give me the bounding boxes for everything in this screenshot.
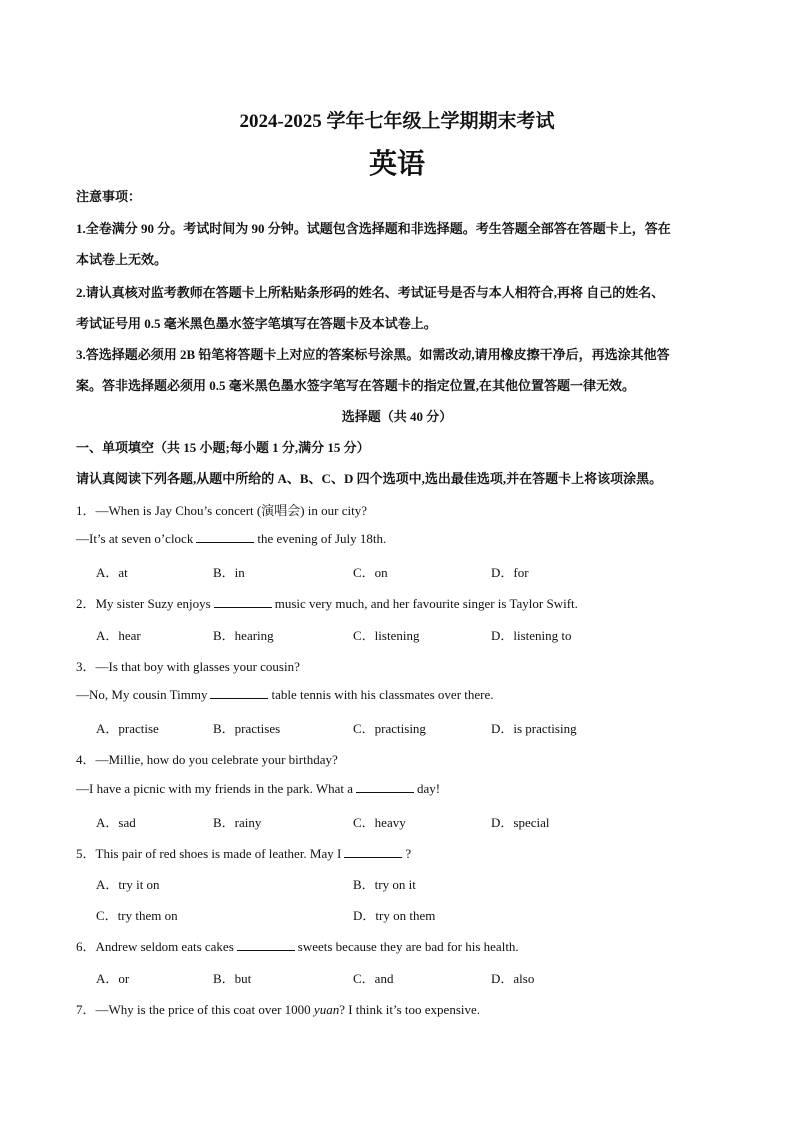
question-1-stem: 1．—When is Jay Chou’s concert (演唱会) in our city? [76,503,367,518]
question-text-italic: yuan [313,1002,340,1017]
option-c: C．practising [353,721,426,736]
option-c: C．try them on [96,908,178,923]
option-b: B．but [213,971,252,986]
question-4-stem: 4．—Millie, how do you celebrate your birthday? [76,752,338,767]
option-b: B．try on it [353,877,416,892]
question-text: —It’s at seven o’clock [76,531,194,546]
option-a: A．practise [96,721,159,736]
answer-blank [210,687,268,699]
question-text: day! [417,781,441,796]
subject-title: 英语 [368,149,425,180]
option-c: C．heavy [353,815,406,830]
answer-blank [356,781,414,793]
question-3-stem: 3．—Is that boy with glasses your cousin? [76,659,300,674]
option-d: D．special [491,815,550,830]
option-c: C．listening [353,628,420,643]
question-4-answer-line [76,781,440,797]
option-d: D．listening to [491,628,572,643]
answer-blank [196,531,254,543]
question-text: 7．—Why is the price of this coat over 1000 [76,1002,311,1017]
option-d: D．for [491,565,529,580]
question-text: ? [405,846,412,861]
answer-blank [344,846,402,858]
exam-title: 2024-2025 学年七年级上学期期末考试 [239,111,555,132]
question-text: music very much, and her favourite singer is Taylor Swift. [274,596,578,611]
part-heading: 一、单项填空（共 15 小题;每小题 1 分,满分 15 分） [76,440,370,455]
notice-line: 考试证号用 0.5 毫米黑色墨水签字笔填写在答题卡及本试卷上。 [76,316,437,331]
question-text: the evening of July 18th. [257,531,387,546]
option-a: A．or [96,971,130,986]
option-a: A．at [96,565,128,580]
question-6-stem [76,936,519,955]
option-a: A．try it on [96,877,160,892]
option-b: B．hearing [213,628,274,643]
option-d: D．is practising [491,721,577,736]
option-c: C．and [353,971,394,986]
option-a: A．sad [96,815,136,830]
notice-line: 案。答非选择题必须用 0.5 毫米黑色墨水签字笔写在答题卡的指定位置,在其他位置答题一律无效。 [76,378,636,393]
question-7-stem [76,999,480,1018]
question-2-stem [76,593,578,612]
question-text: —I have a picnic with my friends in the park. What a [76,781,354,796]
question-5-stem [76,843,411,862]
question-text: sweets because they are bad for his health. [297,939,519,954]
question-3-answer-line [76,687,494,703]
question-text: 2．My sister Suzy enjoys [76,596,211,611]
notice-heading: 注意事项： [76,189,142,204]
question-text: —No, My cousin Timmy [76,687,208,702]
notice-line: 1.全卷满分 90 分。考试时间为 90 分钟。试题包含选择题和非选择题。考生答题全部答在答题卡上，答在 [76,221,671,236]
question-1-answer-line [76,531,386,547]
answer-blank [214,596,272,608]
option-a: A．hear [96,628,141,643]
answer-blank [237,939,295,951]
question-text: ? I think it’s too expensive. [339,1002,481,1017]
section-title: 选择题（共 40 分） [341,409,453,424]
question-text: 5．This pair of red shoes is made of leather. May I [76,846,342,861]
question-text: table tennis with his classmates over there. [271,687,494,702]
question-text: 6．Andrew seldom eats cakes [76,939,234,954]
option-c: C．on [353,565,388,580]
option-b: B．in [213,565,245,580]
part-instruction: 请认真阅读下列各题,从题中所给的 A、B、C、D 四个选项中,选出最佳选项,并在答题卡上将该项涂黑。 [76,471,663,486]
option-b: B．rainy [213,815,262,830]
option-b: B．practises [213,721,281,736]
notice-line: 3.答选择题必须用 2B 铅笔将答题卡上对应的答案标号涂黑。如需改动,请用橡皮擦干净后，再选涂其他答 [76,347,670,362]
option-d: D．try on them [353,908,436,923]
notice-line: 2.请认真核对监考教师在答题卡上所粘贴条形码的姓名、考试证号是否与本人相符合,再将 自己的姓名、 [76,285,665,300]
option-d: D．also [491,971,535,986]
notice-line: 本试卷上无效。 [76,252,168,267]
